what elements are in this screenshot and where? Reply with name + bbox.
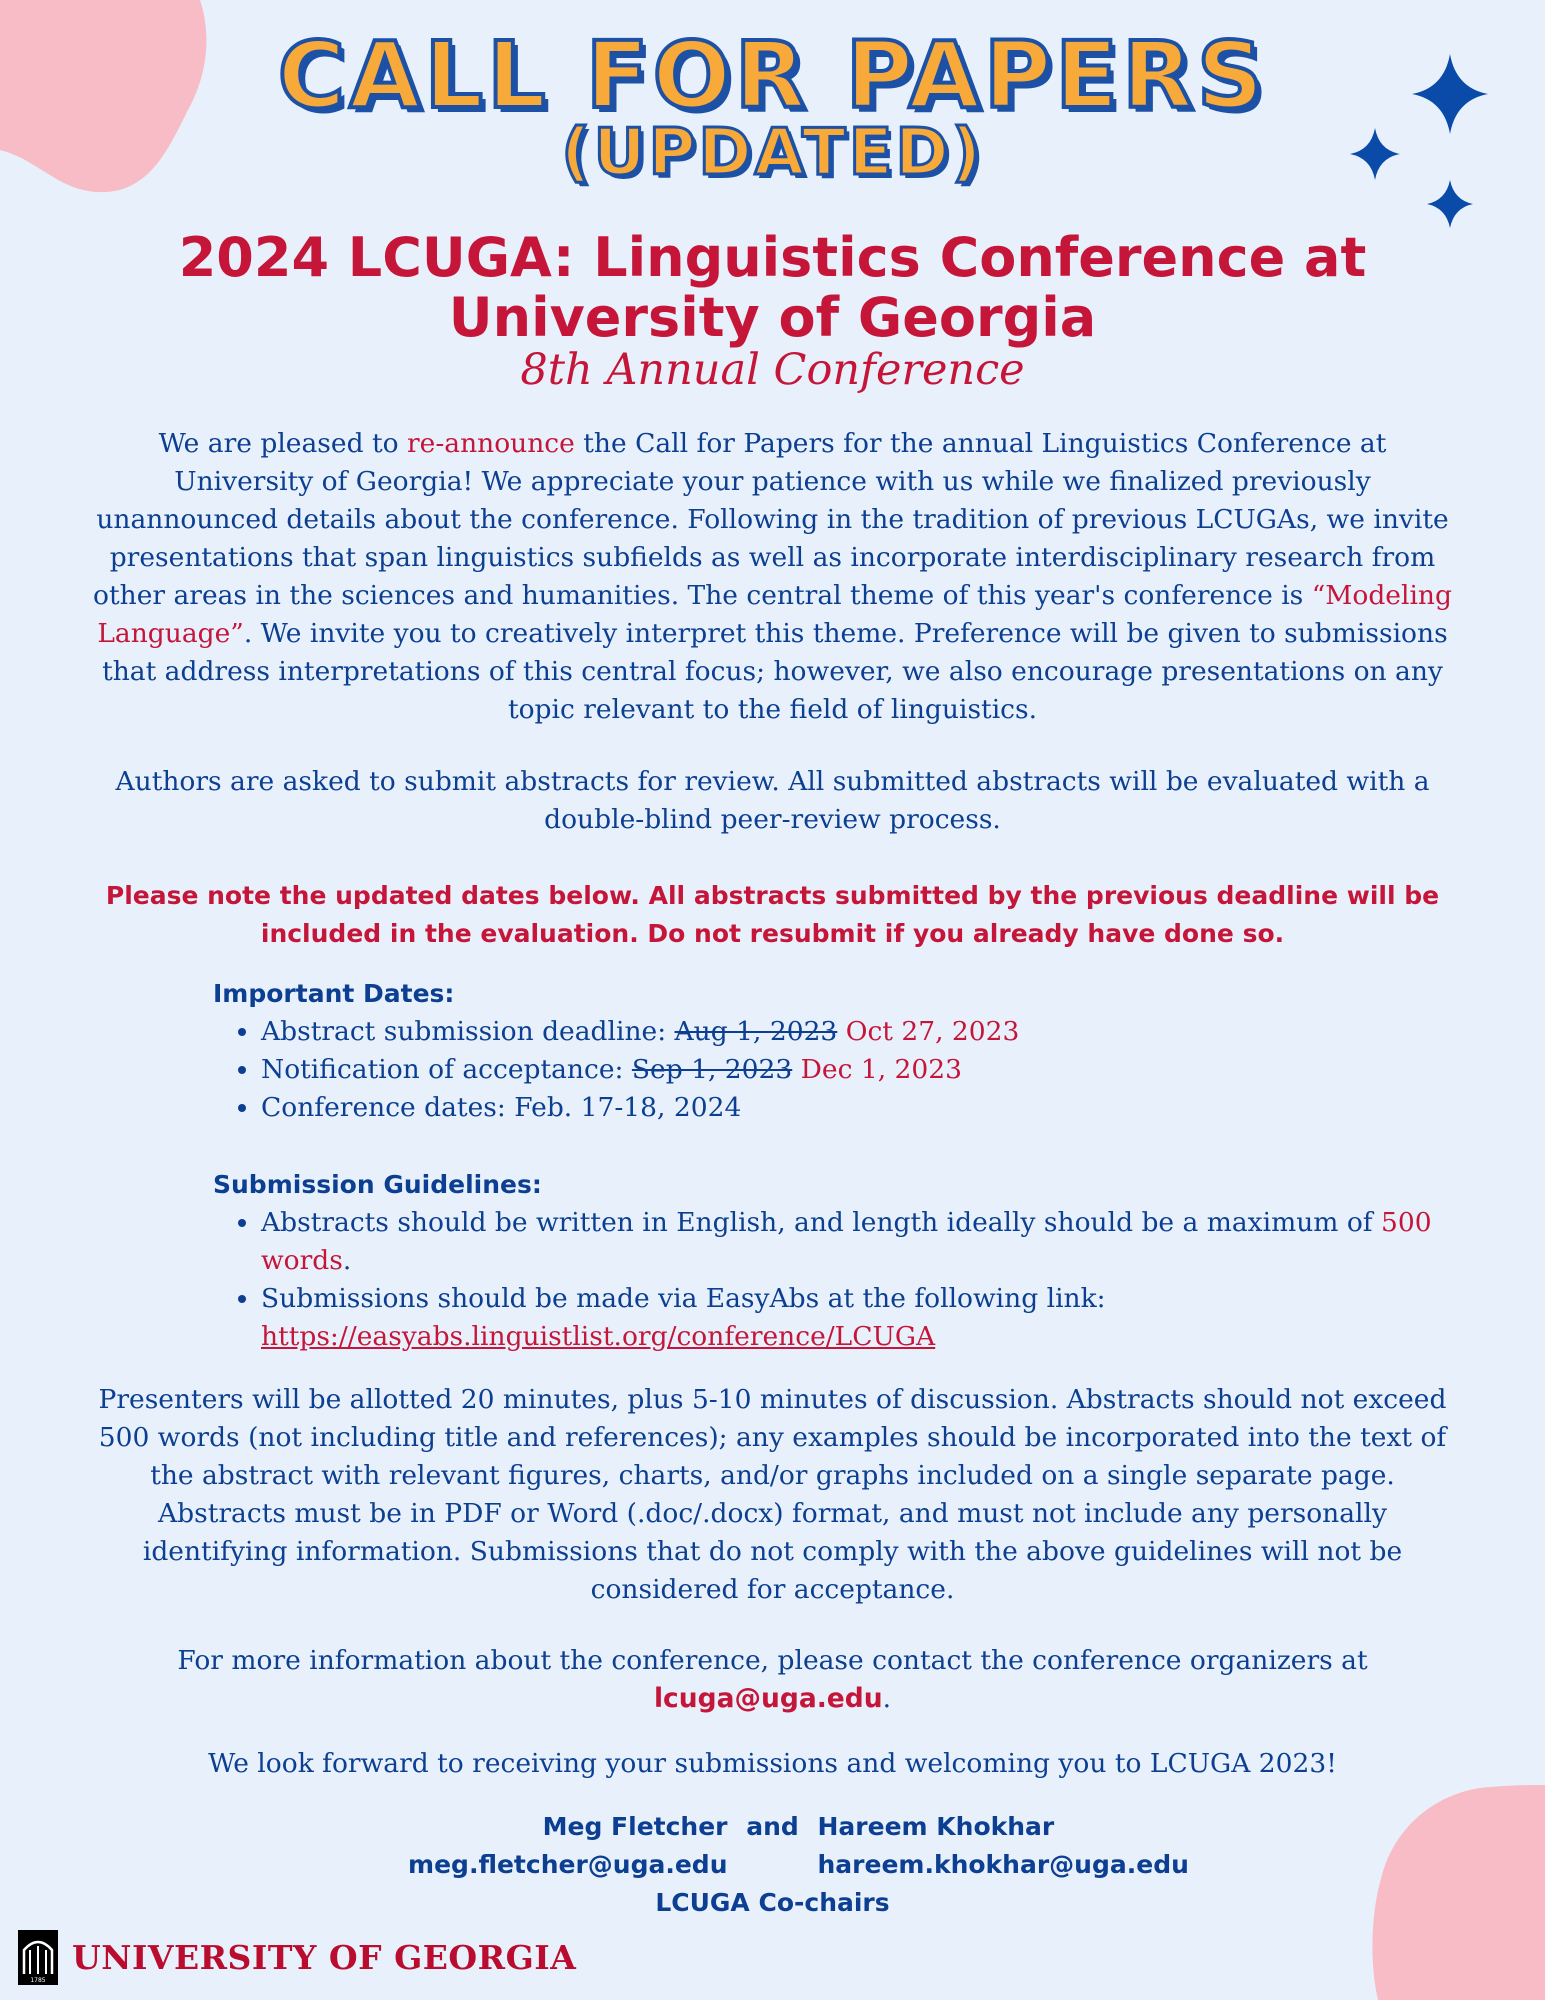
date-label: Abstract submission deadline: <box>261 1016 675 1047</box>
guideline-period: . <box>342 1245 352 1276</box>
chairs-role: LCUGA Co-chairs <box>655 1888 890 1917</box>
important-dates-heading: Important Dates: <box>213 979 455 1008</box>
new-date: Dec 1, 2023 <box>792 1054 962 1085</box>
re-announce-highlight: re-announce <box>406 428 575 459</box>
chair-name-2: Hareem Khokhar <box>817 1812 1055 1841</box>
chair-name-1: Meg Fletcher <box>542 1812 728 1841</box>
important-dates-list <box>213 1013 1443 1127</box>
intro-paragraph <box>90 425 1455 729</box>
review-paragraph: Authors are asked to submit abstracts for review. All submitted abstracts will be evaluated with a double-blind peer-review process. <box>115 766 1430 835</box>
chair-email-2[interactable]: hareem.khokhar@uga.edu <box>817 1850 1189 1879</box>
important-dates-section <box>213 975 1443 1127</box>
chair-conjunction: and <box>746 1812 799 1841</box>
conference-theme: “Modeling Language” <box>97 580 1452 649</box>
contact-period: . <box>882 1683 892 1714</box>
chair-email-1[interactable]: meg.fletcher@uga.edu <box>408 1850 728 1879</box>
university-wordmark: UNIVERSITY OF GEORGIA <box>72 1938 577 1977</box>
contact-paragraph <box>90 1642 1455 1718</box>
list-item <box>261 1013 1443 1051</box>
list-item <box>261 1204 1443 1280</box>
word-limit-highlight: 500 words <box>261 1207 1432 1276</box>
intro-text-middle: the Call for Papers for the annual Linguistics Conference at University of Georgia! We appreciate your patience with us while we finalized previously unannounced details about the conference. Following in the tradition of previous LCUGAs, we invite presentations that span linguistics subfields as well as incorporate interdisciplinary research from other areas in the sciences and humanities. The central theme of this year's conference is <box>93 428 1449 611</box>
intro-text-end: . We invite you to creatively interpret this theme. Preference will be given to submissions that address interpretations of this central focus; however, we also encourage presentations on any topic relevant to the field of linguistics. <box>102 618 1448 725</box>
co-chairs-block <box>0 1808 1545 1922</box>
date-label: Notification of acceptance: <box>261 1054 632 1085</box>
submission-guidelines-heading: Submission Guidelines: <box>213 1170 542 1199</box>
chair-email-spacer <box>728 1846 818 1884</box>
call-for-papers-headline: CALL FOR PAPERS <box>277 22 1268 129</box>
university-logo <box>18 1930 576 1985</box>
contact-text: For more information about the conference, please contact the conference organizers at <box>177 1645 1368 1676</box>
easyabs-link[interactable]: https://easyabs.linguistlist.org/conference/LCUGA <box>261 1321 936 1352</box>
arch-icon <box>18 1930 58 1985</box>
list-item <box>261 1280 1443 1356</box>
new-date: Oct 27, 2023 <box>837 1016 1020 1047</box>
date-label: Conference dates: Feb. 17-18, 2024 <box>261 1092 742 1123</box>
old-date: Aug 1, 2023 <box>674 1016 838 1047</box>
conference-title: 2024 LCUGA: Linguistics Conference at University of Georgia <box>178 226 1367 349</box>
updated-tag: (UPDATED) <box>561 116 984 190</box>
guidelines-list <box>213 1204 1443 1356</box>
list-item <box>261 1089 1443 1127</box>
intro-text-start: We are pleased to <box>158 428 407 459</box>
submission-guidelines-section <box>213 1166 1443 1356</box>
seal-year: 1785 <box>30 1977 46 1984</box>
closing-line: We look forward to receiving your submissions and welcoming you to LCUGA 2023! <box>208 1748 1337 1779</box>
guideline-text: Submissions should be made via EasyAbs at the following link: <box>261 1283 1106 1314</box>
conference-subtitle: 8th Annual Conference <box>520 345 1025 395</box>
old-date: Sep 1, 2023 <box>631 1054 793 1085</box>
list-item <box>261 1051 1443 1089</box>
contact-email-link[interactable]: lcuga@uga.edu <box>653 1683 883 1714</box>
update-notice: Please note the updated dates below. All abstracts submitted by the previous deadline will be included in the evaluation. Do not resubmit if you already have done so. <box>105 881 1440 948</box>
presenters-paragraph: Presenters will be allotted 20 minutes, plus 5-10 minutes of discussion. Abstracts should not exceed 500 words (not including title and references); any examples should be incorporated into the text of the abstract with relevant figures, charts, and/or graphs included on a single separate page. Abstracts must be in PDF or Word (.doc/.docx) format, and must not include any personally identifying information. Submissions that do not comply with the above guidelines will not be considered for acceptance. <box>98 1384 1447 1605</box>
guideline-text: Abstracts should be written in English, and length ideally should be a maximum of <box>261 1207 1382 1238</box>
